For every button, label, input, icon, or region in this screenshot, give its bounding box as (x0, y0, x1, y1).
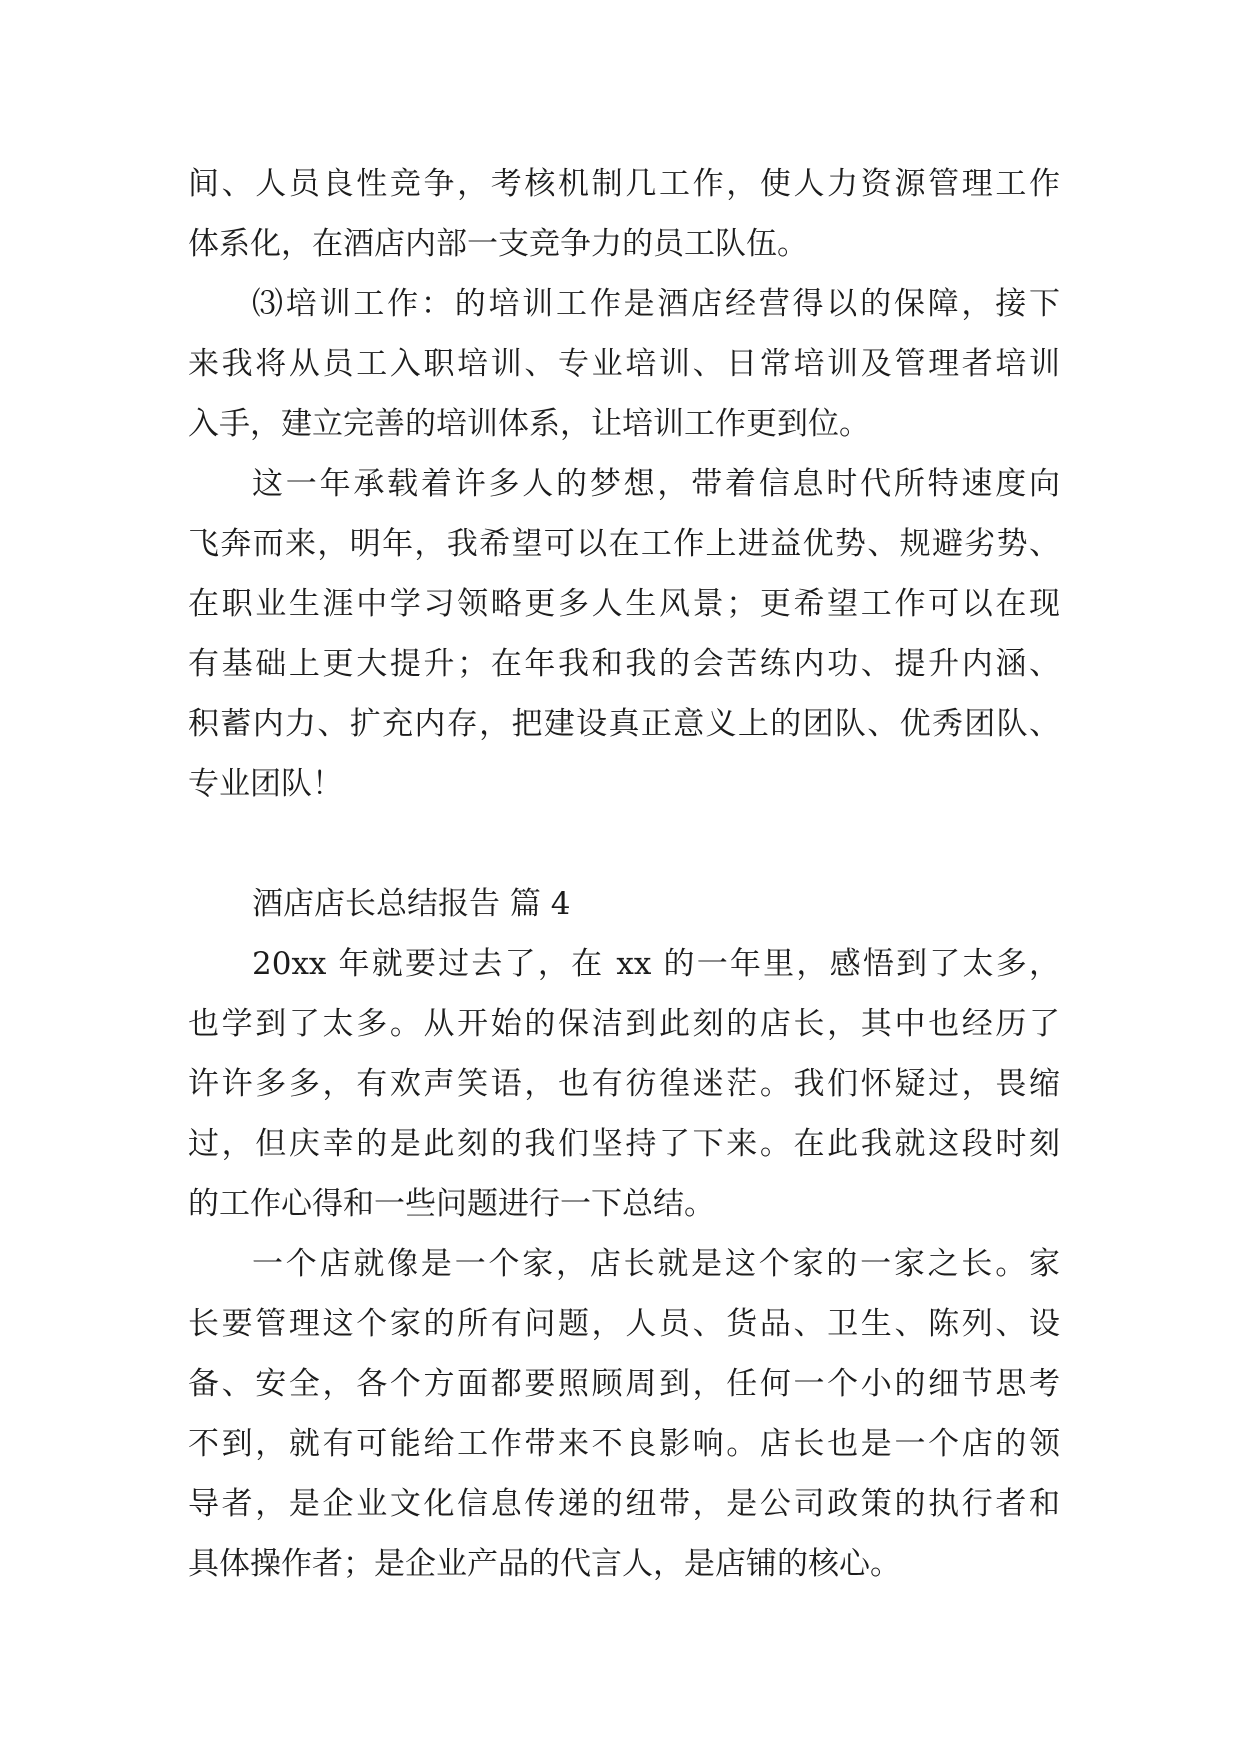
text-line: 也学到了太多。从开始的保洁到此刻的店长，其中也经历了 (188, 1006, 1060, 1042)
paragraph-year-review (188, 934, 1060, 1234)
text-line: 导者，是企业文化信息传递的纽带，是公司政策的执行者和 (188, 1486, 1060, 1522)
paragraph-training (188, 274, 1060, 454)
spacer (188, 814, 1060, 874)
text-line: 具体操作者；是企业产品的代言人，是店铺的核心。 (188, 1546, 901, 1582)
paragraph-hr-continuation (188, 154, 1060, 274)
text-line: 来我将从员工入职培训、专业培训、日常培训及管理者培训 (188, 346, 1060, 382)
section-heading: 酒店店长总结报告 篇 4 (252, 886, 571, 922)
paragraph-outlook (188, 454, 1060, 814)
text-line: 积蓄内力、扩充内存，把建设真正意义上的团队、优秀团队、 (188, 706, 1060, 742)
text-line: 长要管理这个家的所有问题，人员、货品、卫生、陈列、设 (188, 1306, 1060, 1342)
document-body (188, 154, 1060, 1594)
text-line: 专业团队！ (188, 766, 343, 802)
text-line: 有基础上更大提升；在年我和我的会苦练内功、提升内涵、 (188, 646, 1060, 682)
text-line: 入手，建立完善的培训体系，让培训工作更到位。 (188, 406, 870, 442)
text-line: 一个店就像是一个家，店长就是这个家的一家之长。家 (252, 1246, 1060, 1282)
text-line: 过，但庆幸的是此刻的我们坚持了下来。在此我就这段时刻 (188, 1126, 1060, 1162)
text-line: 这一年承载着许多人的梦想，带着信息时代所特速度向 (252, 466, 1060, 502)
text-line: 飞奔而来，明年，我希望可以在工作上进益优势、规避劣势、 (188, 526, 1060, 562)
text-line: 体系化，在酒店内部一支竞争力的员工队伍。 (188, 226, 808, 262)
paragraph-store-manager-role (188, 1234, 1060, 1594)
text-line: 20xx 年就要过去了，在 xx 的一年里，感悟到了太多， (252, 946, 1060, 982)
text-line: 在职业生涯中学习领略更多人生风景；更希望工作可以在现 (188, 586, 1060, 622)
text-line: 许许多多，有欢声笑语，也有彷徨迷茫。我们怀疑过，畏缩 (188, 1066, 1060, 1102)
text-line: ⑶培训工作：的培训工作是酒店经营得以的保障，接下 (252, 286, 1060, 322)
text-line: 备、安全，各个方面都要照顾周到，任何一个小的细节思考 (188, 1366, 1060, 1402)
text-line: 的工作心得和一些问题进行一下总结。 (188, 1186, 715, 1222)
text-line: 不到，就有可能给工作带来不良影响。店长也是一个店的领 (188, 1426, 1060, 1462)
text-line: 间、人员良性竞争，考核机制几工作，使人力资源管理工作 (188, 166, 1060, 202)
